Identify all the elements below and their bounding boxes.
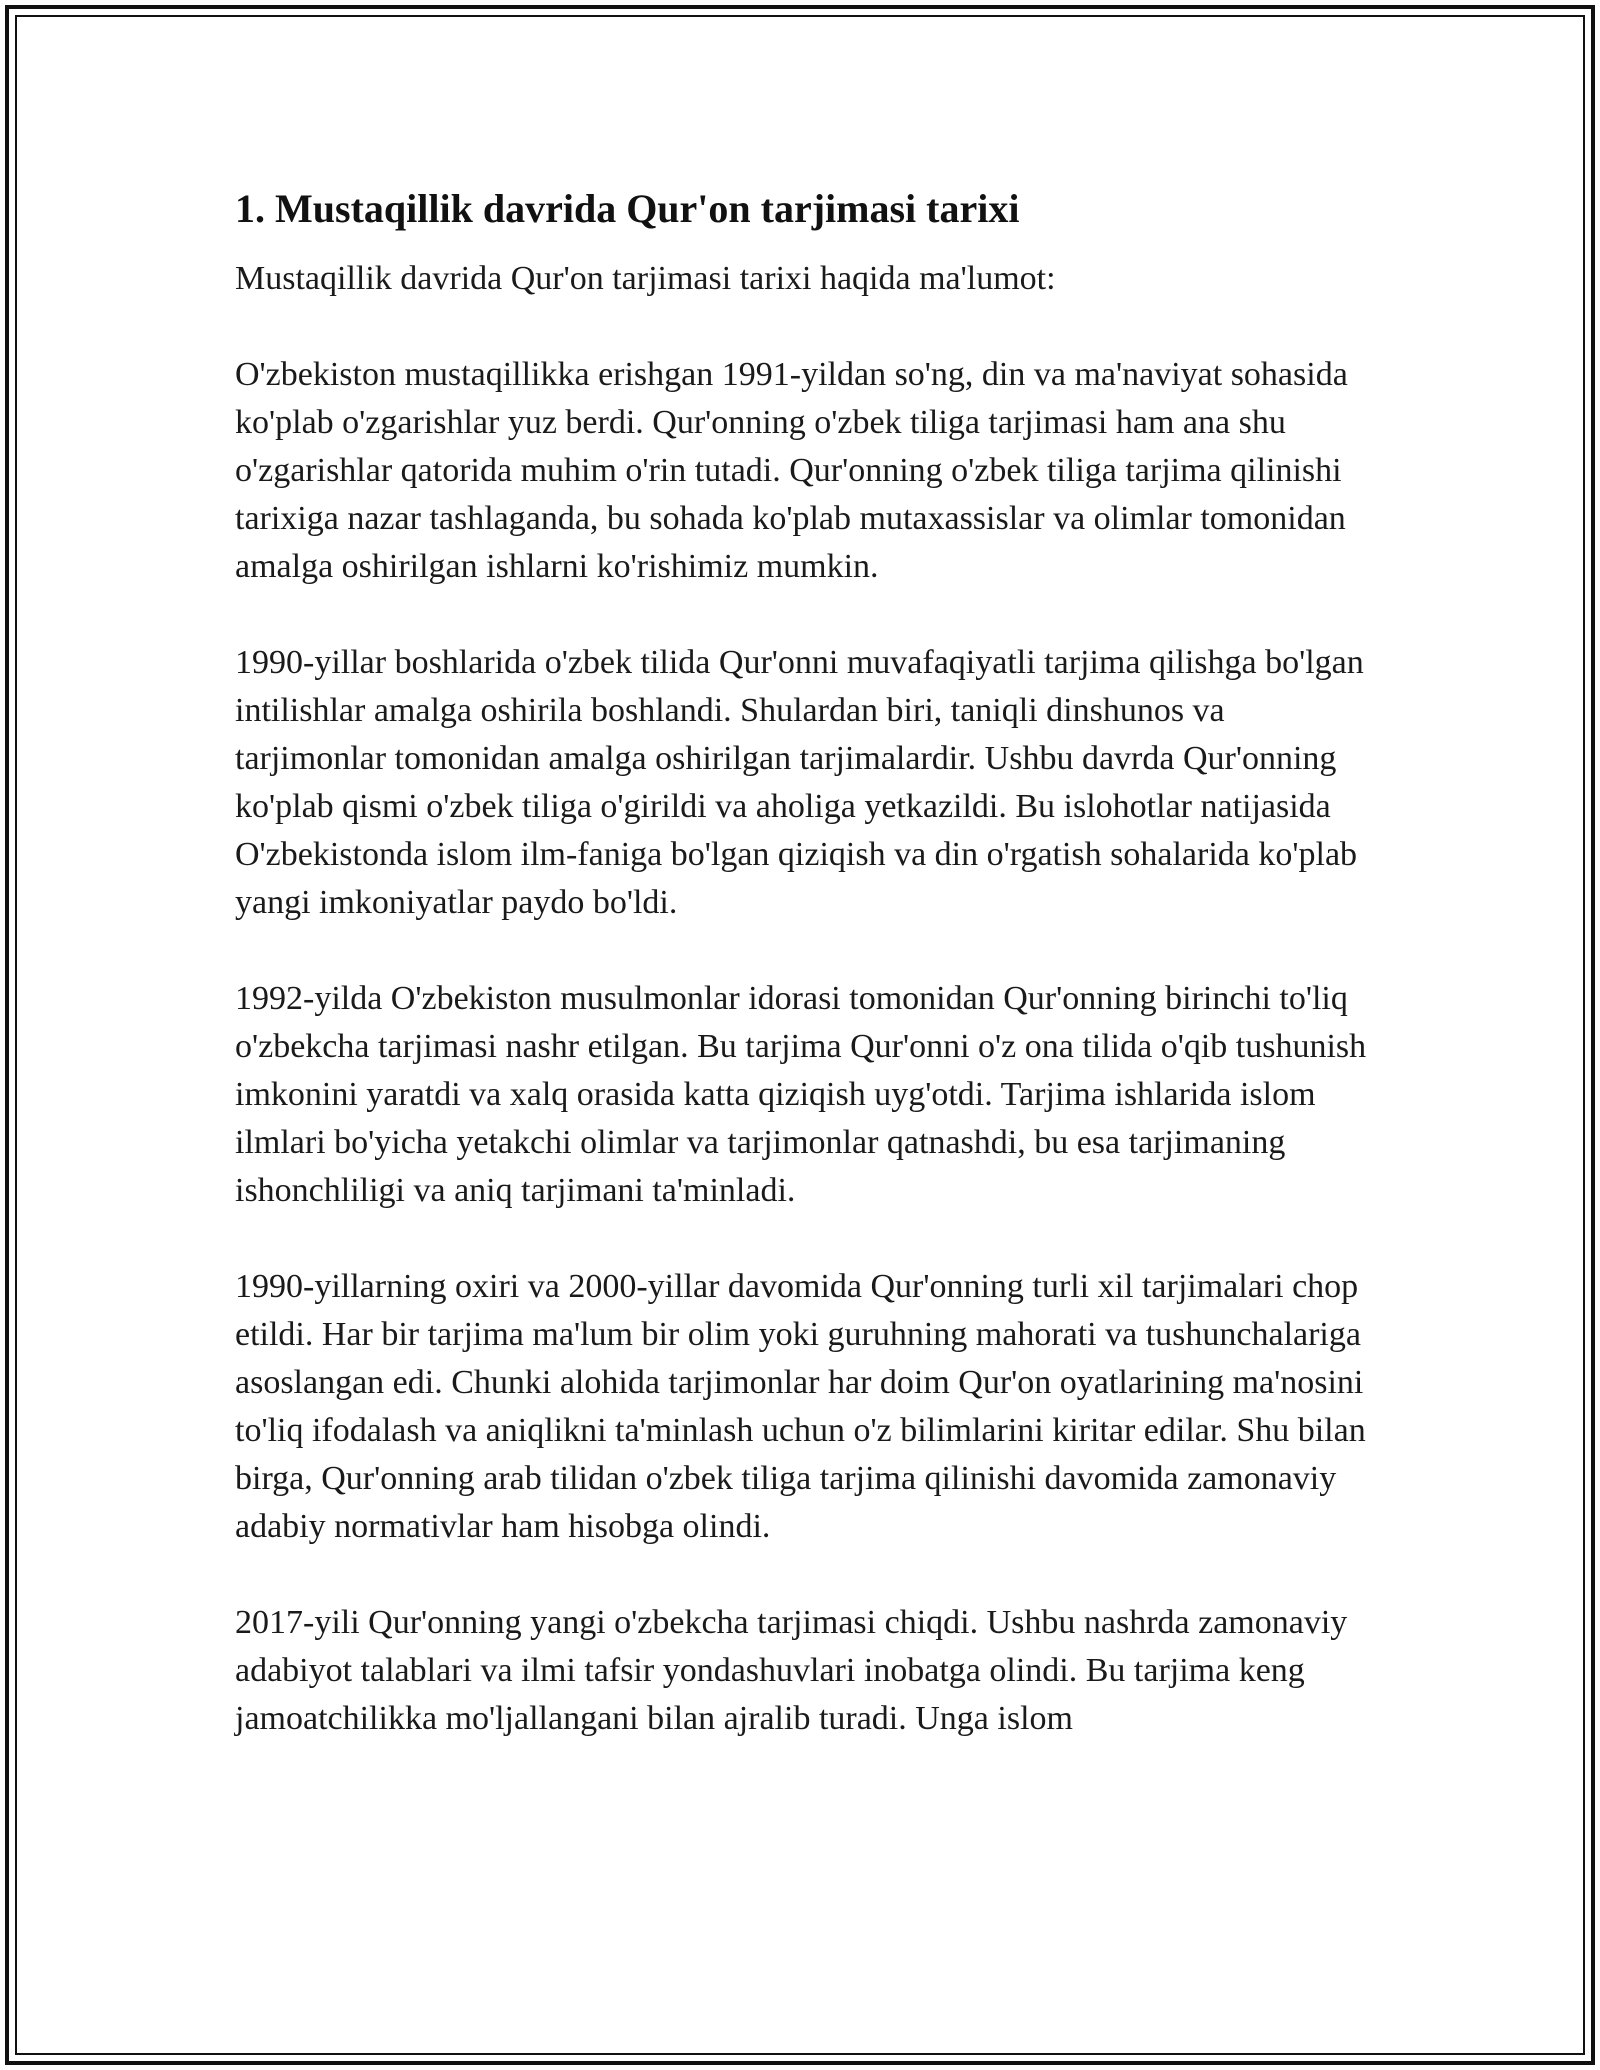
paragraph-2000s: 1990-yillarning oxiri va 2000-yillar davomida Qur'onning turli xil tarjimalari chop etildi. Har bir tarjima ma'lum bir olim yoki guruhning mahorati va tushunchalariga asoslangan edi. Chunki alohida tarjimonlar har doim Qur'on oyatlarining ma'nosini to'liq ifodalash va aniqlikni ta'minlash uchun o'z bilimlarini kiritar edilar. Shu bilan birga, Qur'onning arab tilidan o'zbek tiliga tarjima qilinishi davomida zamonaviy adabiy normativlar ham hisobga olindi.: [235, 1268, 1366, 1545]
document-body: [235, 185, 1375, 1743]
paragraph-1992: 1992-yilda O'zbekiston musulmonlar idorasi tomonidan Qur'onning birinchi to'liq o'zbekcha tarjimasi nashr etilgan. Bu tarjima Qur'onni o'z ona tilida o'qib tushunish imkonini yaratdi va xalq orasida katta qiziqish uyg'otdi. Tarjima ishlarida islom ilmlari bo'yicha yetakchi olimlar va tarjimonlar qatnashdi, bu esa tarjimaning ishonchliligi va aniq tarjimani ta'minladi.: [235, 980, 1367, 1209]
paragraph-2017: 2017-yili Qur'onning yangi o'zbekcha tarjimasi chiqdi. Ushbu nashrda zamonaviy adabiyot talablari va ilmi tafsir yondashuvlari inobatga olindi. Bu tarjima keng jamoatchilikka mo'ljallangani bilan ajralib turadi. Unga islom: [235, 1604, 1348, 1737]
paragraph-1990s: 1990-yillar boshlarida o'zbek tilida Qur'onni muvafaqiyatli tarjima qilishga bo'lgan intilishlar amalga oshirila boshlandi. Shulardan biri, taniqli dinshunos va tarjimonlar tomonidan amalga oshirilgan tarjimalardir. Ushbu davrda Qur'onning ko'plab qismi o'zbek tiliga o'girildi va aholiga yetkazildi. Bu islohotlar natijasida O'zbekistonda islom ilm-faniga bo'lgan qiziqish va din o'rgatish sohalarida ko'plab yangi imkoniyatlar paydo bo'ldi.: [235, 644, 1364, 921]
paragraph-independence: O'zbekiston mustaqillikka erishgan 1991-yildan so'ng, din va ma'naviyat sohasida ko'plab o'zgarishlar yuz berdi. Qur'onning o'zbek tiliga tarjimasi ham ana shu o'zgarishlar qatorida muhim o'rin tutadi. Qur'onning o'zbek tiliga tarjima qilinishi tarixiga nazar tashlaganda, bu sohada ko'plab mutaxassislar va olimlar tomonidan amalga oshirilgan ishlarni ko'rishimiz mumkin.: [235, 356, 1348, 585]
intro-line: Mustaqillik davrida Qur'on tarjimasi tarixi haqida ma'lumot:: [235, 260, 1056, 297]
section-heading: 1. Mustaqillik davrida Qur'on tarjimasi tarixi: [235, 186, 1020, 231]
